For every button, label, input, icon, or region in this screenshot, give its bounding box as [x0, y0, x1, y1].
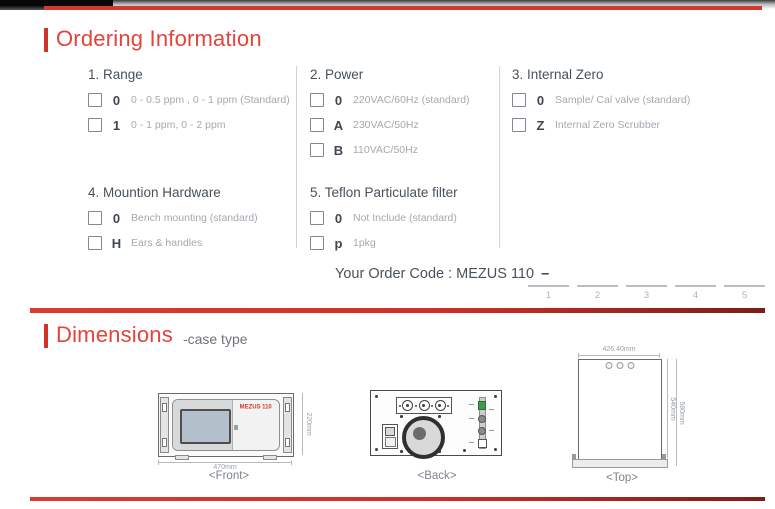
- panel-button: [234, 425, 238, 430]
- top-width-dimension-label: 426.40mm: [602, 346, 636, 353]
- group-title: 1. Range: [88, 67, 143, 82]
- order-code-slots: [528, 285, 765, 301]
- top-view-caption: <Top>: [606, 472, 638, 484]
- group-title: 5. Teflon Particulate filter: [310, 185, 458, 200]
- option-row: [310, 118, 525, 132]
- order-code-slot[interactable]: [724, 285, 765, 301]
- option-group-power: [310, 67, 525, 168]
- power-inlet: [385, 437, 396, 447]
- order-code-line: [335, 266, 549, 282]
- section-subtitle: -case type: [182, 331, 248, 347]
- device-brand-label: MEZUS 110: [239, 404, 272, 410]
- option-group-mounting-hardware: [88, 185, 303, 261]
- order-code-dash: –: [541, 266, 550, 282]
- round-connector: [478, 427, 486, 435]
- gas-port: [402, 400, 413, 411]
- section-title: Dimensions: [56, 322, 173, 347]
- heading-accent-bar: [44, 28, 48, 52]
- order-code-slot[interactable]: [675, 285, 716, 301]
- checkbox[interactable]: [88, 211, 102, 225]
- screw: [494, 448, 497, 451]
- slot-number: 2: [594, 290, 601, 301]
- front-chassis: [158, 393, 294, 457]
- screw: [415, 405, 417, 407]
- foot: [175, 455, 189, 460]
- screw-slot: [285, 438, 290, 447]
- screw: [463, 449, 466, 452]
- gas-port: [628, 362, 635, 369]
- option-code: H: [111, 235, 122, 251]
- group-title: 3. Internal Zero: [512, 67, 604, 82]
- screw-slot: [162, 438, 167, 447]
- slot-underline: [626, 285, 667, 287]
- rack-ear-right: [283, 397, 292, 453]
- gas-port-strip: [396, 397, 452, 414]
- slot-underline: [528, 285, 569, 287]
- height-dimension-label: 220mm: [305, 412, 312, 436]
- display-screen: [180, 409, 231, 444]
- slot-number: 1: [545, 290, 552, 301]
- screw: [431, 405, 433, 407]
- screw: [375, 448, 378, 451]
- checkbox[interactable]: [310, 118, 324, 132]
- group-title: 2. Power: [310, 67, 364, 82]
- order-code-label: Your Order Code : MEZUS 110: [335, 266, 535, 282]
- order-code-slot[interactable]: [577, 285, 618, 301]
- option-code: 0: [334, 92, 343, 108]
- front-view-drawing: [150, 389, 310, 469]
- option-code: 0: [536, 92, 545, 108]
- slot-number: 4: [692, 290, 699, 301]
- group-title: 4. Mountion Hardware: [88, 185, 221, 200]
- power-entry-module: [382, 424, 398, 449]
- cooling-fan: [402, 416, 445, 459]
- gas-port: [606, 362, 613, 369]
- dimension-line: [578, 355, 660, 356]
- dimension-line: [302, 393, 303, 455]
- back-view-drawing: [368, 388, 506, 460]
- option-code: 0: [112, 92, 121, 108]
- option-row: [88, 93, 303, 107]
- option-row: [88, 118, 303, 132]
- depth-dimension-outer: [676, 359, 685, 466]
- front-panel-left-section: [173, 400, 233, 450]
- gas-port: [617, 362, 624, 369]
- slot-underline: [724, 285, 765, 287]
- option-code: 1: [112, 117, 121, 133]
- option-description: 230VAC/50Hz: [353, 119, 419, 131]
- fan-screw: [438, 450, 441, 453]
- io-connector-column: [474, 397, 490, 449]
- screw: [494, 395, 497, 398]
- top-view-drawing: [566, 346, 686, 478]
- round-connector: [478, 415, 486, 423]
- power-switch: [385, 427, 395, 436]
- slot-underline: [577, 285, 618, 287]
- top-red-rule: [44, 6, 762, 10]
- screw-slot: [285, 403, 290, 412]
- section-divider-bar: [30, 308, 765, 313]
- depth-dimension-label: 540mm: [669, 396, 676, 421]
- dimensions-heading: [44, 322, 248, 348]
- fan-screw: [400, 450, 403, 453]
- rack-ear-left: [160, 397, 169, 453]
- column-divider: [296, 66, 297, 248]
- terminal-connector: [478, 401, 486, 410]
- option-description: 110VAC/50Hz: [353, 144, 418, 156]
- option-code: 0: [112, 210, 121, 226]
- option-row: [310, 211, 525, 225]
- slot-underline: [675, 285, 716, 287]
- option-description: Bench mounting (standard): [131, 212, 258, 224]
- back-chassis: [370, 390, 502, 456]
- order-code-slot[interactable]: [626, 285, 667, 301]
- option-code: A: [333, 117, 344, 133]
- option-row: [310, 93, 525, 107]
- checkbox[interactable]: [88, 93, 102, 107]
- port-connector: [478, 439, 487, 448]
- front-bezel-top: [572, 459, 668, 468]
- option-row: [512, 93, 727, 107]
- option-group-internal-zero: [512, 67, 727, 143]
- option-description: 220VAC/60Hz (standard): [353, 94, 470, 106]
- foot: [263, 455, 277, 460]
- checkbox[interactable]: [310, 143, 324, 157]
- option-row: [310, 143, 525, 157]
- gas-port: [419, 400, 430, 411]
- checkbox[interactable]: [88, 236, 102, 250]
- gas-ports-top: [606, 362, 635, 369]
- option-description: 0 - 0.5 ppm , 0 - 1 ppm (Standard): [131, 94, 290, 106]
- checkbox[interactable]: [310, 211, 324, 225]
- option-description: Internal Zero Scrubber: [555, 119, 661, 131]
- option-row: [88, 236, 303, 250]
- option-description: Not Include (standard): [353, 212, 457, 224]
- depth-dimension-inner: [667, 359, 676, 458]
- dimension-line: [158, 462, 292, 463]
- option-description: Ears & handles: [131, 237, 203, 249]
- heading-accent-bar: [44, 324, 48, 348]
- option-code: B: [333, 142, 344, 158]
- column-divider: [499, 66, 500, 248]
- option-description: 0 - 1 ppm, 0 - 2 ppm: [131, 119, 226, 131]
- checkbox[interactable]: [512, 93, 526, 107]
- option-code: 0: [334, 210, 343, 226]
- depth-dimension-label: 580mm: [678, 400, 685, 425]
- checkbox[interactable]: [310, 93, 324, 107]
- front-panel: [172, 399, 280, 451]
- front-view-caption: <Front>: [208, 470, 250, 482]
- screw: [447, 405, 449, 407]
- option-code: Z: [536, 117, 545, 133]
- bottom-divider-bar: [30, 497, 765, 501]
- option-group-range: [88, 67, 303, 143]
- option-group-teflon-filter: [310, 185, 525, 261]
- screw: [399, 405, 401, 407]
- option-row: [512, 118, 727, 132]
- screw: [375, 395, 378, 398]
- option-row: [310, 236, 525, 250]
- width-dimension-label: 470mm: [213, 464, 237, 471]
- fan-screw: [400, 415, 403, 418]
- slot-number: 3: [643, 290, 650, 301]
- order-code-slot[interactable]: [528, 285, 569, 301]
- section-title: Ordering Information: [56, 26, 262, 51]
- checkbox[interactable]: [310, 236, 324, 250]
- screw-slot: [162, 403, 167, 412]
- slot-number: 5: [741, 290, 748, 301]
- option-code: p: [334, 235, 343, 251]
- gas-port: [435, 400, 446, 411]
- option-description: 1pkg: [353, 237, 376, 249]
- option-description: Sample/ Cal valve (standard): [555, 94, 691, 106]
- checkbox[interactable]: [512, 118, 526, 132]
- fan-screw: [438, 415, 441, 418]
- checkbox[interactable]: [88, 118, 102, 132]
- ordering-information-heading: [44, 26, 262, 52]
- back-view-caption: <Back>: [417, 470, 457, 482]
- option-row: [88, 211, 303, 225]
- top-chassis: [578, 359, 662, 460]
